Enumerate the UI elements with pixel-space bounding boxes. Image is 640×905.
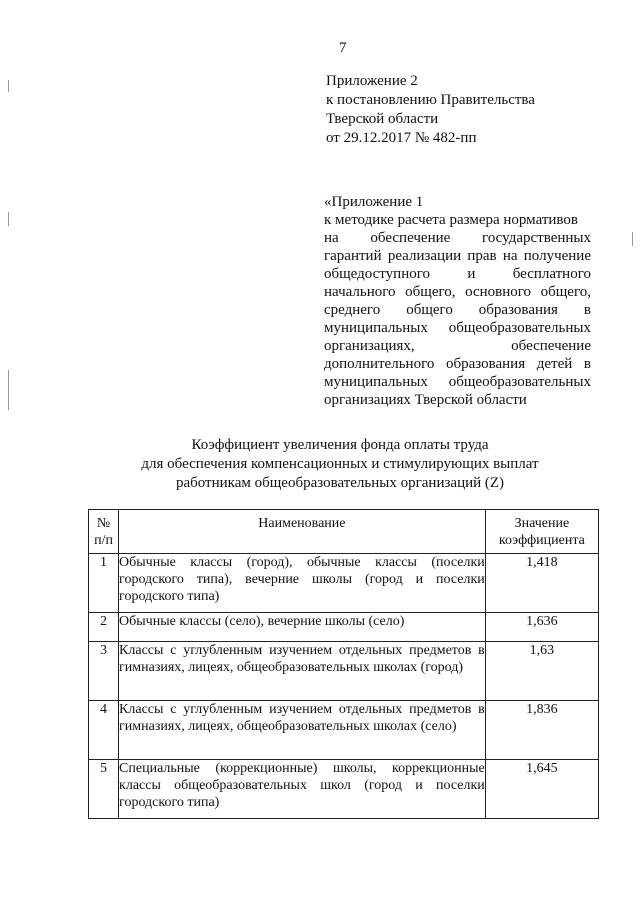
table-row xyxy=(89,701,599,760)
annex-line: муниципальных общеобразовательных xyxy=(324,320,591,336)
row-number: 4 xyxy=(89,701,119,760)
row-name: Обычные классы (село), вечерние школы (село) xyxy=(119,613,486,642)
column-header-number xyxy=(89,510,119,554)
annex-line: среднего общего образования в xyxy=(324,302,591,318)
annex-line: общедоступного и бесплатного xyxy=(324,266,591,282)
annex-line: организациях Тверской области xyxy=(324,392,527,408)
header-line: Приложение 2 xyxy=(326,73,418,89)
annex-line: гарантий реализации прав на получение xyxy=(324,248,591,264)
column-header-value xyxy=(485,510,598,554)
row-name: Классы с углубленным изучением отдельных предметов в гимназиях, лицеях, общеобразовательных школах (село) xyxy=(119,701,486,760)
header-text: Значение xyxy=(514,516,570,531)
header-line: от 29.12.2017 № 482-пп xyxy=(326,130,477,146)
header-line: к постановлению Правительства xyxy=(326,92,535,108)
scan-margin-mark xyxy=(8,370,9,410)
scan-margin-mark xyxy=(632,232,633,246)
row-value: 1,63 xyxy=(485,642,598,701)
approval-header xyxy=(326,72,535,148)
annex-reference xyxy=(324,193,591,409)
annex-line: на обеспечение государственных xyxy=(324,230,591,246)
document-title xyxy=(110,436,570,493)
row-name: Классы с углубленным изучением отдельных предметов в гимназиях, лицеях, общеобразовательных школах (город) xyxy=(119,642,486,701)
header-text: коэффициента xyxy=(498,533,585,548)
annex-line: дополнительного образования детей в xyxy=(324,356,591,372)
header-text: № xyxy=(96,516,111,531)
title-line: для обеспечения компенсационных и стимулирующих выплат xyxy=(141,456,539,472)
scan-margin-mark xyxy=(8,212,9,226)
row-value: 1,645 xyxy=(485,760,598,819)
annex-line: муниципальных общеобразовательных xyxy=(324,374,591,390)
table-row xyxy=(89,642,599,701)
page-number: 7 xyxy=(339,40,347,56)
table-header-row xyxy=(89,510,599,554)
row-value: 1,836 xyxy=(485,701,598,760)
annex-line: «Приложение 1 xyxy=(324,194,424,210)
header-line: Тверской области xyxy=(326,111,439,127)
table-row xyxy=(89,554,599,613)
row-name: Специальные (коррекционные) школы, коррекционные классы общеобразовательных школ (город и поселки городского типа) xyxy=(119,760,486,819)
column-header-name xyxy=(119,510,486,554)
header-text: Наименование xyxy=(258,516,346,531)
header-text: п/п xyxy=(94,533,113,548)
table-row xyxy=(89,760,599,819)
row-number: 3 xyxy=(89,642,119,701)
title-line: Коэффициент увеличения фонда оплаты труда xyxy=(191,437,489,453)
annex-line: к методике расчета размера нормативов xyxy=(324,212,578,228)
row-number: 1 xyxy=(89,554,119,613)
annex-line: организациях, обеспечение xyxy=(324,338,591,354)
row-number: 5 xyxy=(89,760,119,819)
row-name: Обычные классы (город), обычные классы (поселки городского типа), вечерние школы (город и поселки городского типа) xyxy=(119,554,486,613)
scan-margin-mark xyxy=(8,80,9,92)
row-number: 2 xyxy=(89,613,119,642)
title-line: работникам общеобразовательных организаций (Z) xyxy=(175,475,505,491)
coefficient-table xyxy=(88,509,599,819)
table-row xyxy=(89,613,599,642)
row-value: 1,636 xyxy=(485,613,598,642)
row-value: 1,418 xyxy=(485,554,598,613)
annex-line: начального общего, основного общего, xyxy=(324,284,591,300)
